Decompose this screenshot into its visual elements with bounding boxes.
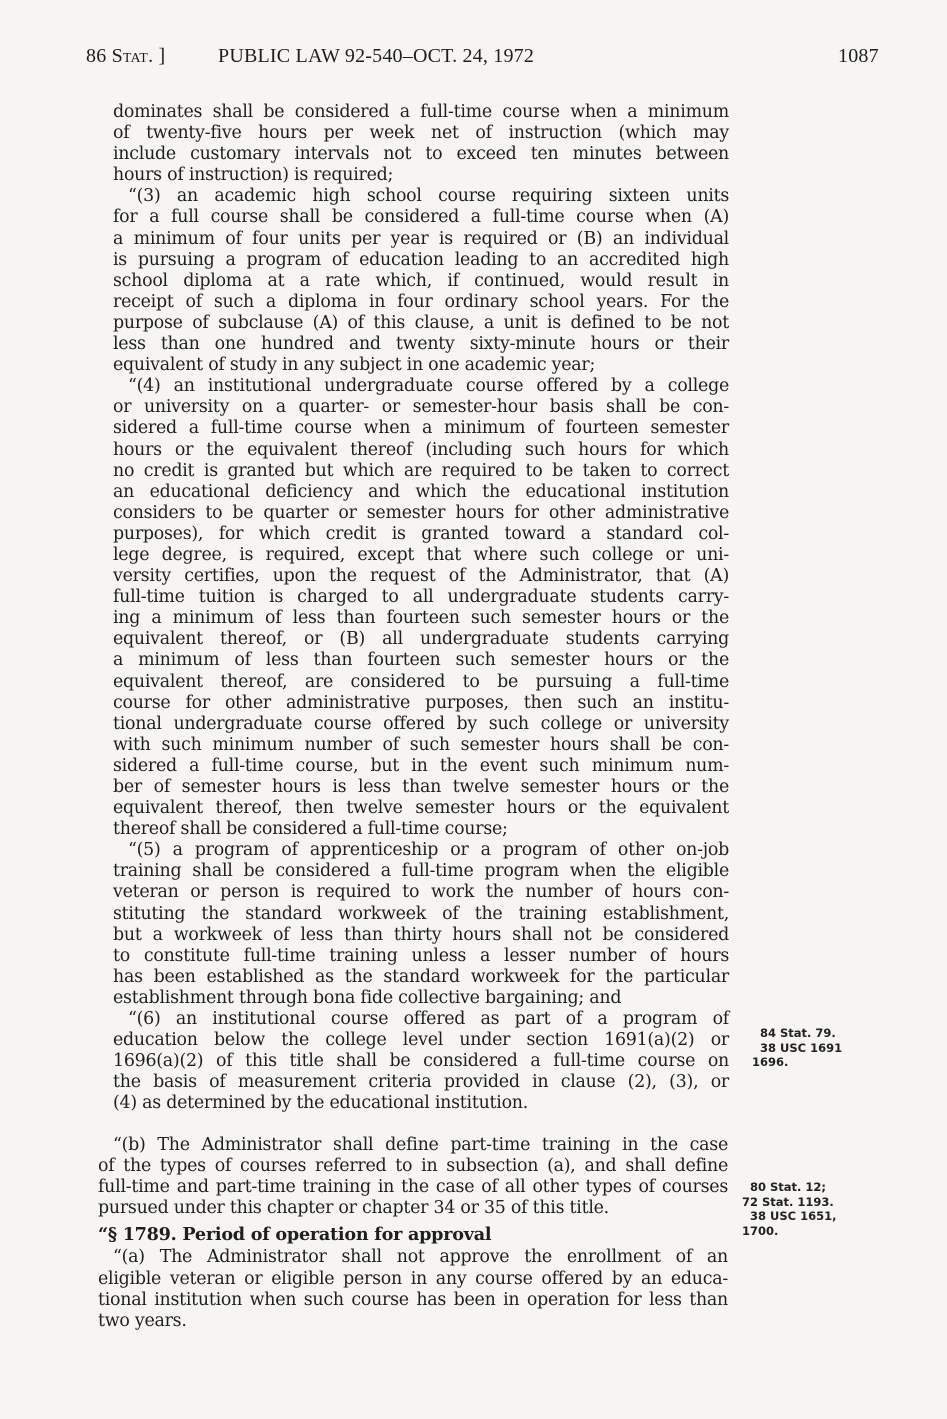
margin-note-line: 1700. [742, 1223, 779, 1238]
text-line: “(4) an institutional undergraduate course offered by a college [128, 376, 729, 397]
paragraph [113, 186, 729, 376]
text-line: has been established as the standard workweek for the particular [113, 966, 729, 987]
paragraph [98, 1247, 728, 1331]
margin-note-line: 80 Stat. 12; [750, 1180, 827, 1194]
text-line: “(5) a program of apprenticeship or a program of other on-job [128, 840, 729, 861]
text-line: two years. [98, 1310, 187, 1331]
margin-note-line: 1696. [752, 1055, 789, 1069]
header-page-number: 1087 [838, 45, 879, 67]
text-line: school diploma at a rate which, if continued, would result in [113, 270, 729, 291]
text-line: tional institution when such course has been in operation for less than [98, 1289, 728, 1310]
text-line: equivalent thereof, or (B) all undergraduate students carrying [113, 629, 729, 650]
text-line: training shall be considered a full-time program when the eligible [113, 861, 729, 882]
text-line: pursued under this chapter or chapter 34 or 35 of this title. [98, 1198, 609, 1219]
text-line: a minimum of less than fourteen such semester hours or the [113, 650, 729, 671]
text-line: lege degree, is required, except that where such college or uni- [113, 544, 729, 565]
text-line: “§ 1789. Period of operation for approval [98, 1224, 492, 1246]
margin-note-line: 72 Stat. 1193. [742, 1194, 834, 1209]
text-line: equivalent thereof, are considered to be pursuing a full-time [113, 671, 729, 692]
text-line: “(a) The Administrator shall not approve the enrollment of an [113, 1247, 728, 1268]
body-text-upper [113, 102, 729, 1115]
margin-note-1 [752, 1026, 842, 1070]
paragraph [113, 1009, 729, 1114]
text-line: an educational deficiency and which the educational institution [113, 481, 729, 502]
text-line: considers to be quarter or semester hours for other administrative [113, 502, 729, 523]
text-line: hours or the equivalent thereof (including such hours for which [113, 439, 729, 460]
text-line: 1696(a)(2) of this title shall be considered a full-time course on [113, 1051, 729, 1072]
margin-note-line: 38 USC 1691 [760, 1040, 843, 1055]
paragraph [98, 1135, 728, 1219]
header-title: PUBLIC LAW 92-540–OCT. 24, 1972 [218, 45, 535, 67]
text-line: “(3) an academic high school course requiring sixteen units [128, 186, 729, 207]
text-line: full-time tuition is charged to all undergraduate students carry- [113, 587, 729, 608]
text-line: stituting the standard workweek of the training establishment, [113, 903, 729, 924]
body-text-lower [98, 1135, 728, 1332]
text-line: dominates shall be considered a full-time course when a minimum [113, 102, 729, 122]
header-volume: 86 Stat. ] [86, 45, 166, 67]
text-line: “(b) The Administrator shall define part-time training in the case [113, 1135, 728, 1155]
text-line: thereof shall be considered a full-time course; [113, 819, 508, 840]
text-line: for a full course shall be considered a full-time course when (A) [113, 207, 729, 228]
paragraph [113, 840, 729, 1009]
margin-note-line: 38 USC 1651, [750, 1209, 837, 1223]
text-line: of the types of courses referred to in subsection (a), and shall define [98, 1156, 728, 1177]
text-line: less than one hundred and twenty sixty-minute hours or their [113, 334, 729, 355]
text-line: no credit is granted but which are required to be taken to correct [113, 460, 729, 481]
text-line: but a workweek of less than thirty hours shall not be considered [113, 924, 729, 945]
margin-note-2 [742, 1180, 836, 1238]
section-heading [98, 1224, 728, 1245]
paragraph [113, 376, 729, 840]
text-line: course for other administrative purposes, then such an institu- [113, 692, 729, 713]
text-line: purpose of subclause (A) of this clause, a unit is defined to be not [113, 312, 729, 333]
text-line: with such minimum number of such semester hours shall be con- [113, 734, 729, 755]
text-line: to constitute full-time training unless a lesser number of hours [113, 945, 729, 966]
text-line: ing a minimum of less than fourteen such semester hours or the [113, 608, 729, 629]
text-line: hours of instruction) is required; [113, 165, 394, 186]
text-line: eligible veteran or eligible person in any course offered by an educa- [98, 1268, 728, 1289]
text-line: is pursuing a program of education leading to an accredited high [113, 249, 729, 270]
text-line: receipt of such a diploma in four ordinary school years. For the [113, 291, 729, 312]
text-line: equivalent thereof, then twelve semester hours or the equivalent [113, 798, 729, 819]
text-line: purposes), for which credit is granted toward a standard col- [113, 523, 729, 544]
text-line: full-time and part-time training in the case of all other types of courses [98, 1177, 728, 1198]
text-line: tional undergraduate course offered by such college or university [113, 713, 729, 734]
text-line: of twenty-five hours per week net of instruction (which may [113, 123, 729, 144]
text-line: “(6) an institutional course offered as part of a program of [128, 1009, 729, 1030]
text-line: include customary intervals not to exceed ten minutes between [113, 144, 729, 165]
text-line: the basis of measurement criteria provided in clause (2), (3), or [113, 1072, 729, 1093]
margin-note-line: 84 Stat. 79. [760, 1026, 836, 1040]
text-line: a minimum of four units per year is required or (B) an individual [113, 228, 729, 249]
paragraph [113, 102, 729, 186]
text-line: ber of semester hours is less than twelve semester hours or the [113, 777, 729, 797]
text-line: (4) as determined by the educational institution. [113, 1093, 529, 1114]
text-line: education below the college level under section 1691(a)(2) or [113, 1030, 729, 1051]
text-line: establishment through bona fide collective bargaining; and [113, 987, 622, 1008]
text-line: veteran or person is required to work the number of hours con- [113, 882, 729, 903]
text-line: or university on a quarter- or semester-hour basis shall be con- [113, 397, 729, 418]
text-line: equivalent of study in any subject in one academic year; [113, 355, 596, 376]
text-line: sidered a full-time course, but in the event such minimum num- [113, 755, 729, 776]
text-line: sidered a full-time course when a minimum of fourteen semester [113, 418, 729, 439]
text-line: versity certifies, upon the request of the Administrator, that (A) [113, 566, 729, 587]
